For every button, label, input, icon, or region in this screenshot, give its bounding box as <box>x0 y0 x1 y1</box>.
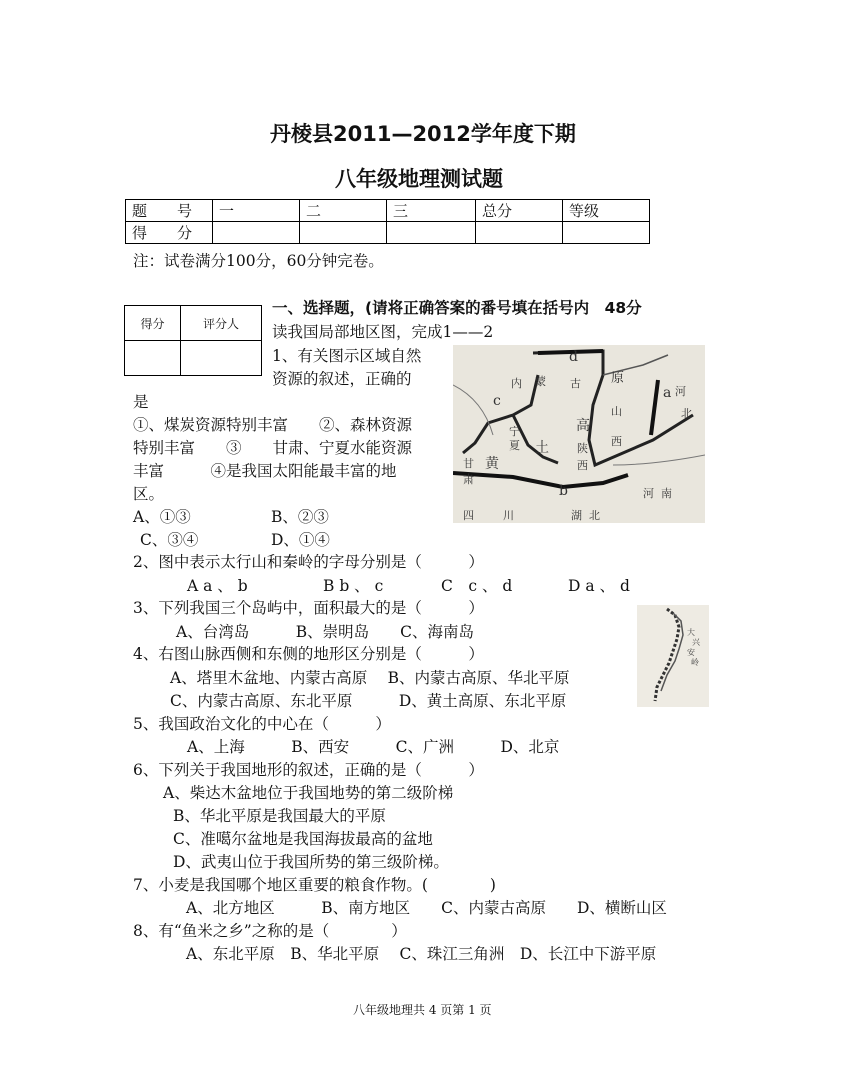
mountain-range-line <box>637 605 709 707</box>
q1-line: 区。 <box>133 485 165 503</box>
grader-name-label: 评分人 <box>181 306 262 341</box>
q2-option-b: B b 、 c <box>323 577 384 595</box>
map-label: 高 <box>576 418 590 434</box>
map-label: 土 <box>535 440 549 456</box>
score-cell[interactable] <box>563 222 650 244</box>
q7-options: A、北方地区 B、南方地区 C、内蒙古高原 D、横断山区 <box>186 899 667 917</box>
map-label: 蒙 <box>535 375 546 388</box>
q3-text: 3、下列我国三个岛屿中，面积最大的是（ ） <box>133 599 484 617</box>
map-letter-label: b <box>559 483 568 499</box>
score-cell[interactable] <box>300 222 387 244</box>
q2-option-a: A a 、 b <box>187 577 248 595</box>
q6-option-b: B、华北平原是我国最大的平原 <box>173 807 386 825</box>
q1-line: 1、有关图示区域自然 <box>272 347 422 365</box>
score-cell: 一 <box>213 200 300 222</box>
q1-option-d: D、①④ <box>271 531 330 549</box>
q2-option-d: D a 、 d <box>568 577 630 595</box>
map-label: 甘 <box>463 457 474 470</box>
q5-options: A、上海 B、西安 C、广洲 D、北京 <box>187 738 560 756</box>
map-label: 黄 <box>485 456 499 472</box>
q6-option-a: A、柴达木盆地位于我国地势的第二级阶梯 <box>163 784 454 802</box>
map-label: 兴 <box>692 638 700 647</box>
mountain-range-map-image <box>637 605 709 707</box>
score-cell: 等级 <box>563 200 650 222</box>
q1-option-b: B、②③ <box>271 508 329 526</box>
map-label: 西 <box>577 459 588 472</box>
q5-text: 5、我国政治文化的中心在（ ） <box>133 715 391 733</box>
score-table-row <box>126 222 650 244</box>
grader-score-label: 得分 <box>125 306 181 341</box>
map-label: 岭 <box>691 658 699 667</box>
q1-line: 丰富 ④是我国太阳能最丰富的地 <box>133 462 397 480</box>
score-table <box>125 199 650 244</box>
score-cell[interactable] <box>387 222 476 244</box>
section1-intro: 读我国局部地区图，完成1——2 <box>272 323 494 341</box>
map-label: 湖 <box>571 509 582 522</box>
map-label: 河 <box>675 385 686 398</box>
q1-line: 资源的叙述，正确的 <box>272 370 412 388</box>
q1-option-c: C、③④ <box>140 531 199 549</box>
map-label: 内 <box>511 377 522 390</box>
map-label: 陕 <box>577 442 588 455</box>
map-label: 西 <box>611 435 622 448</box>
q6-option-c: C、准噶尔盆地是我国海拔最高的盆地 <box>173 830 433 848</box>
map-label: 川 <box>503 509 514 522</box>
q4-options-line1: A、塔里木盆地、内蒙古高原 B、内蒙古高原、华北平原 <box>170 669 570 687</box>
regional-map-image <box>453 345 705 523</box>
q3-options: A、台湾岛 B、崇明岛 C、海南岛 <box>176 623 474 641</box>
grader-name-cell[interactable] <box>181 341 262 376</box>
map-label: 原 <box>611 371 625 386</box>
map-letter-label: c <box>493 393 501 409</box>
q6-option-d: D、武夷山位于我国所势的第三级阶梯。 <box>173 853 449 871</box>
q1-line: ①、煤炭资源特别丰富 ②、森林资源 <box>133 416 413 434</box>
q6-text: 6、下列关于我国地形的叙述，正确的是（ ） <box>133 761 484 779</box>
score-cell: 三 <box>387 200 476 222</box>
q1-line: 特别丰富 ③ 甘肃、宁夏水能资源 <box>133 439 413 457</box>
title-line-2: 八年级地理测试题 <box>335 167 503 191</box>
q1-line: 是 <box>133 393 149 411</box>
q8-options: A、东北平原 B、华北平原 C、珠江三角洲 D、长江中下游平原 <box>186 945 657 963</box>
map-label: 古 <box>570 377 581 390</box>
q4-text: 4、右图山脉西侧和东侧的地形区分别是（ ） <box>133 645 484 663</box>
title-line-1: 丹棱县2011—2012学年度下期 <box>270 122 576 146</box>
score-cell[interactable] <box>213 222 300 244</box>
q2-option-c: C c 、 d <box>441 577 513 595</box>
map-label: 肃 <box>463 473 474 486</box>
map-letter-label: d <box>569 349 578 365</box>
score-cell: 总分 <box>476 200 563 222</box>
map-letter-label: a <box>663 385 672 401</box>
score-cell: 二 <box>300 200 387 222</box>
q1-option-a: A、①③ <box>133 508 191 526</box>
map-label: 南 <box>661 487 672 500</box>
q8-text: 8、有“鱼米之乡”之称的是（ ） <box>133 922 407 940</box>
grader-score-cell[interactable] <box>125 341 181 376</box>
map-label: 夏 <box>509 439 520 452</box>
score-cell: 得 分 <box>126 222 213 244</box>
map-label: 宁 <box>509 425 520 438</box>
q2-text: 2、图中表示太行山和秦岭的字母分别是（ ） <box>133 553 484 571</box>
map-label: 山 <box>611 405 622 418</box>
section1-heading: 一、选择题，(请将正确答案的番号填在括号内 48分 <box>272 299 642 317</box>
q7-text: 7、小麦是我国哪个地区重要的粮食作物。( ) <box>133 876 496 894</box>
map-label: 河 <box>643 487 654 500</box>
score-cell: 题 号 <box>126 200 213 222</box>
note: 注：试卷满分100分，60分钟完卷。 <box>133 252 384 270</box>
score-cell[interactable] <box>476 222 563 244</box>
map-label: 北 <box>589 509 600 522</box>
score-table-row <box>126 200 650 222</box>
page-footer: 八年级地理共 4 页第 1 页 <box>353 1003 492 1017</box>
map-label: 大 <box>687 628 695 637</box>
map-label: 安 <box>687 648 695 657</box>
map-label: 四 <box>463 509 474 522</box>
grader-box <box>124 305 262 376</box>
q4-options-line2: C、内蒙古高原、东北平原 D、黄土高原、东北平原 <box>170 692 567 710</box>
map-label: 北 <box>681 407 692 420</box>
